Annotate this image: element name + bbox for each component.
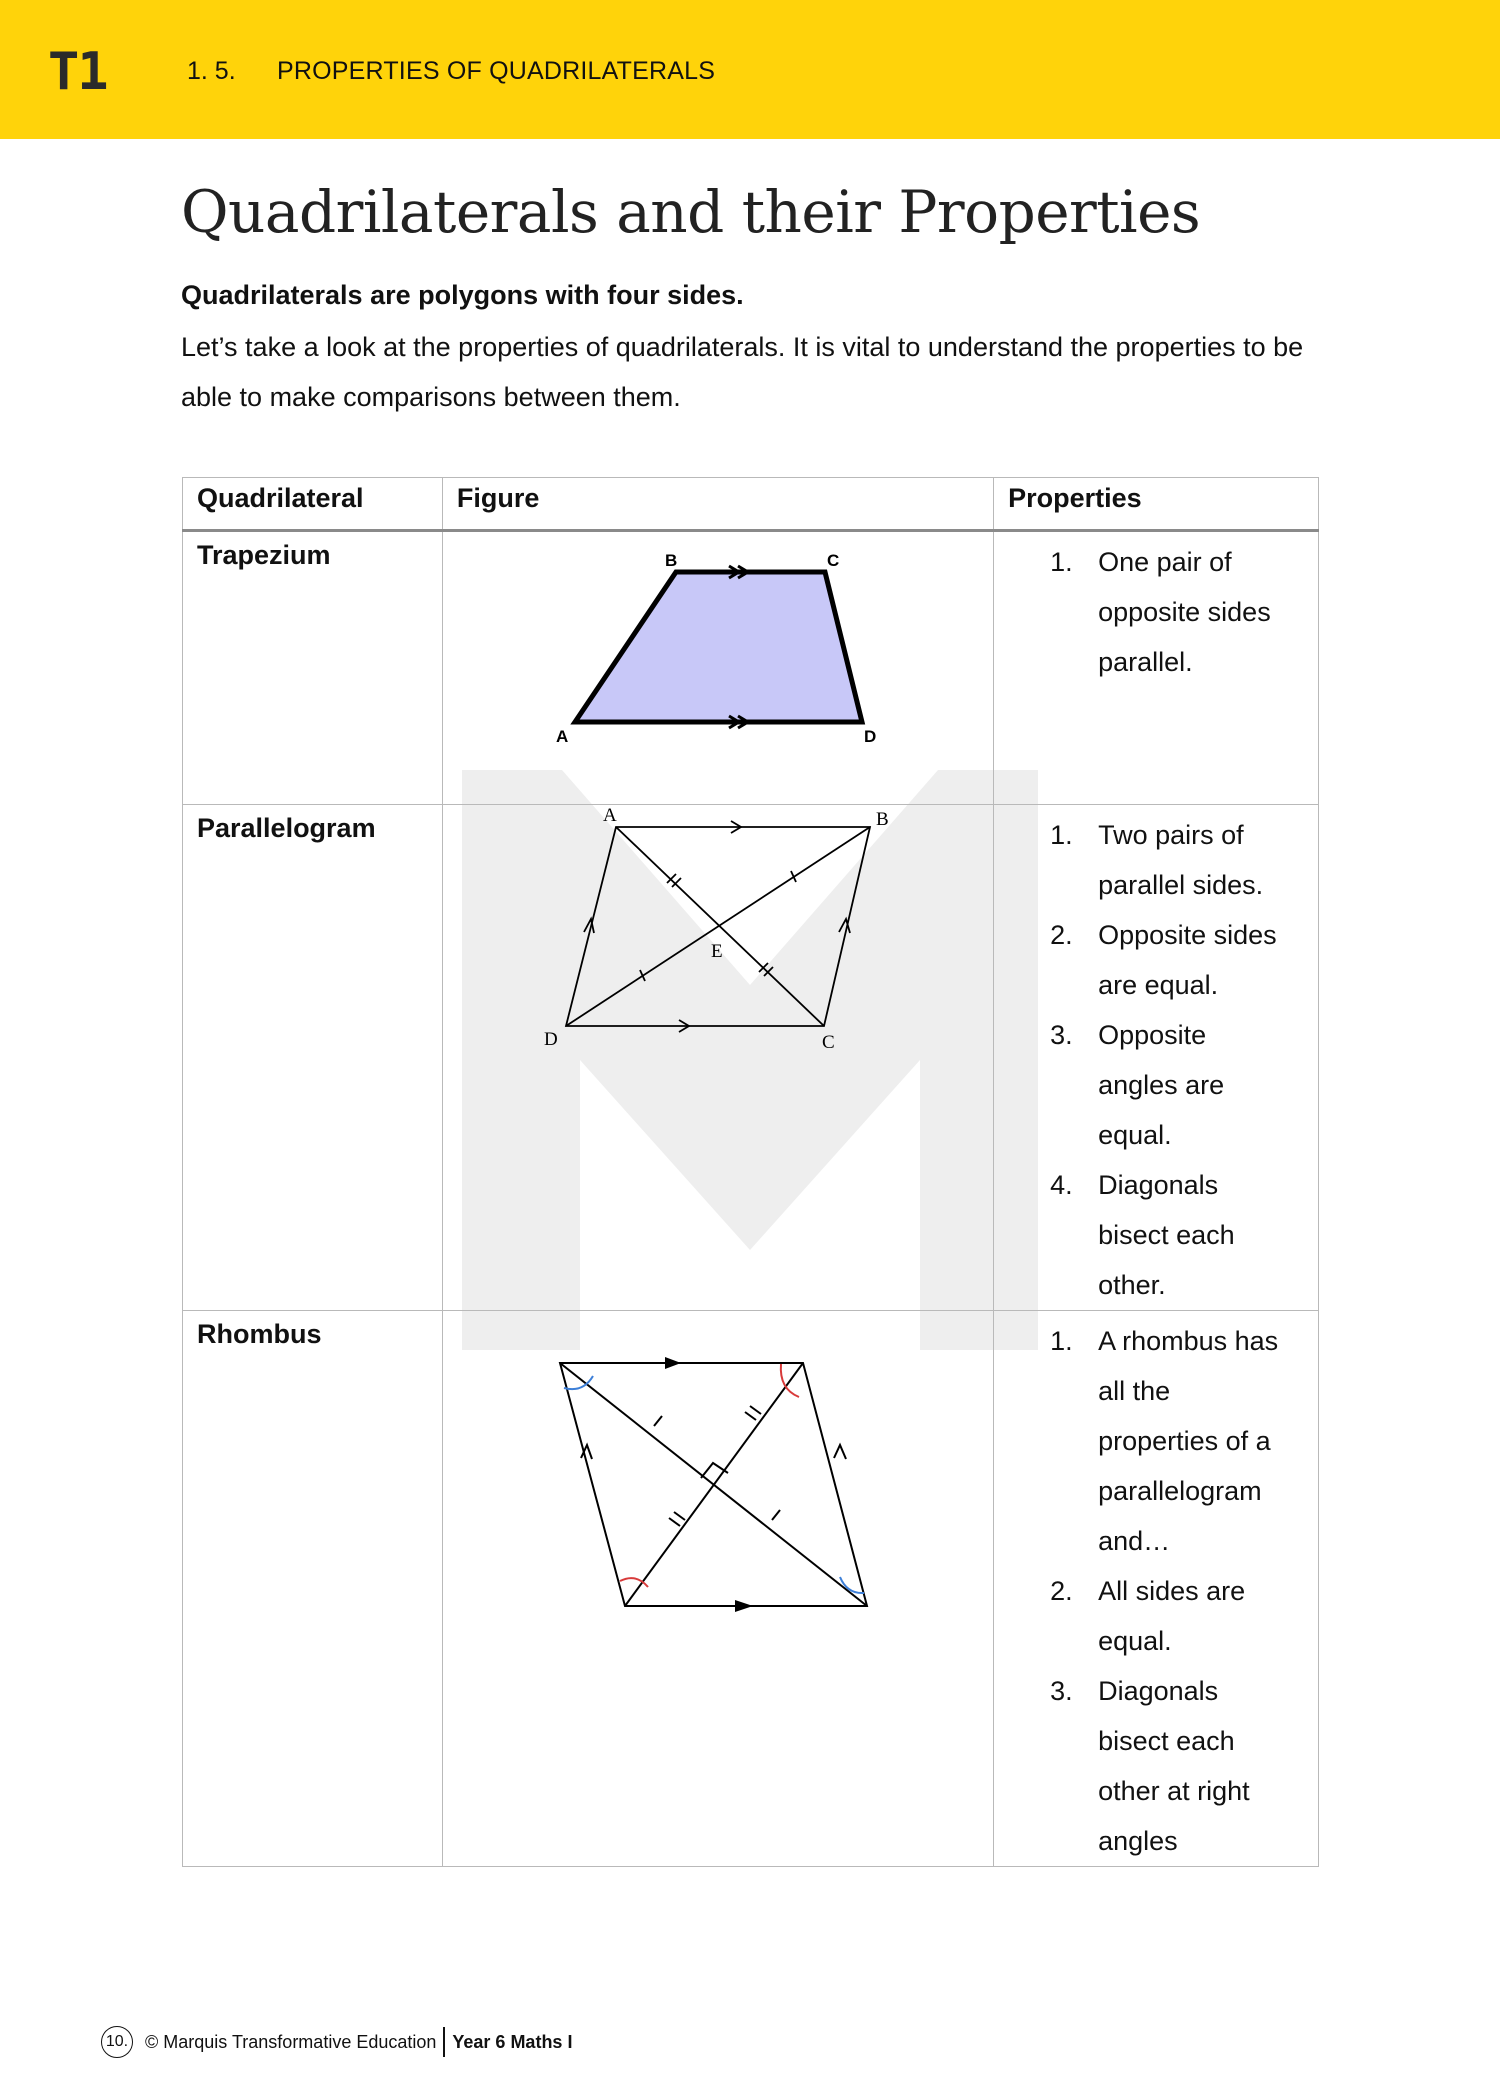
lead-text: Quadrilaterals are polygons with four sides. [181, 280, 744, 310]
property-item: 3. Opposite [1050, 1020, 1207, 1050]
section-title: PROPERTIES OF QUADRILATERALS [277, 57, 716, 85]
figure-cell [442, 1311, 993, 1867]
column-header-properties: Properties [994, 478, 1319, 531]
figure-cell [442, 805, 993, 1311]
table-row-trapezium [183, 531, 1319, 805]
property-item: 2. Opposite sides [1050, 920, 1277, 950]
vertex-label-e: E [710, 941, 723, 962]
vertex-label-a: A [555, 727, 569, 746]
property-item-continued: opposite sides [1098, 597, 1271, 627]
column-header-figure: Figure [442, 478, 993, 531]
vertex-label-d: D [863, 727, 877, 746]
shape-name: Rhombus [183, 1311, 443, 1867]
column-header-quadrilateral: Quadrilateral [183, 478, 443, 531]
property-item: 1. A rhombus has [1050, 1326, 1279, 1356]
property-item-continued: other at right [1098, 1776, 1250, 1806]
property-item: 4. Diagonals [1050, 1170, 1219, 1200]
properties-cell [994, 805, 1319, 1311]
header-band [0, 0, 1500, 139]
property-item-continued: angles are [1098, 1070, 1225, 1100]
intro-paragraph: Let’s take a look at the properties of quadrilaterals. It is vital to understand the properties to be able to make comparisons between them. [181, 332, 1304, 412]
table-header-row [183, 478, 1319, 531]
section-number: 1. 5. [187, 57, 236, 85]
property-item-continued: parallelogram [1098, 1476, 1262, 1506]
section-logo: T1 [48, 42, 107, 102]
property-item-continued: bisect each [1098, 1220, 1235, 1250]
trapezium-figure [443, 532, 995, 806]
property-item-continued: and… [1098, 1526, 1171, 1556]
page-title: Quadrilaterals and their Properties [181, 178, 1201, 246]
table-row-parallelogram [183, 805, 1319, 1311]
properties-table [182, 477, 1319, 1867]
figure-cell [442, 531, 993, 805]
property-item: 1. One pair of [1050, 547, 1232, 577]
properties-cell [994, 1311, 1319, 1867]
property-item: 1. Two pairs of [1050, 820, 1244, 850]
vertex-label-b: B [664, 551, 678, 570]
shape-name: Parallelogram [183, 805, 443, 1311]
property-item: 3. Diagonals [1050, 1676, 1219, 1706]
vertex-label-d: D [543, 1029, 558, 1050]
properties-list [994, 805, 1318, 1310]
vertex-label-c: C [821, 1032, 835, 1053]
shape-name: Trapezium [183, 531, 443, 805]
property-item: 2. All sides are [1050, 1576, 1246, 1606]
page-footer [101, 2025, 572, 2059]
properties-cell [994, 531, 1319, 805]
property-item-continued: all the [1098, 1376, 1171, 1406]
property-item-continued: angles [1098, 1826, 1178, 1856]
vertex-label-a: A [602, 805, 617, 826]
table-row-rhombus [183, 1311, 1319, 1867]
vertex-label-c: C [826, 551, 840, 570]
parallelogram-figure [443, 805, 995, 1305]
property-item-continued: are equal. [1098, 970, 1219, 1000]
copyright-text: © Marquis Transformative Education [145, 2031, 437, 2052]
footer-divider [443, 2027, 445, 2057]
property-item-continued: properties of a [1098, 1426, 1271, 1456]
properties-list [994, 1311, 1318, 1866]
vertex-label-b: B [875, 809, 889, 830]
rhombus-figure [443, 1311, 995, 1861]
property-item-continued: parallel sides. [1098, 870, 1264, 900]
property-item-continued: bisect each [1098, 1726, 1235, 1756]
page-number-badge: 10. [101, 2026, 133, 2058]
property-item-continued: equal. [1098, 1626, 1172, 1656]
property-item-continued: other. [1098, 1270, 1166, 1300]
property-item-continued: equal. [1098, 1120, 1172, 1150]
property-item-continued: parallel. [1098, 647, 1193, 677]
properties-list [994, 532, 1318, 687]
course-label: Year 6 Maths I [452, 2031, 573, 2052]
